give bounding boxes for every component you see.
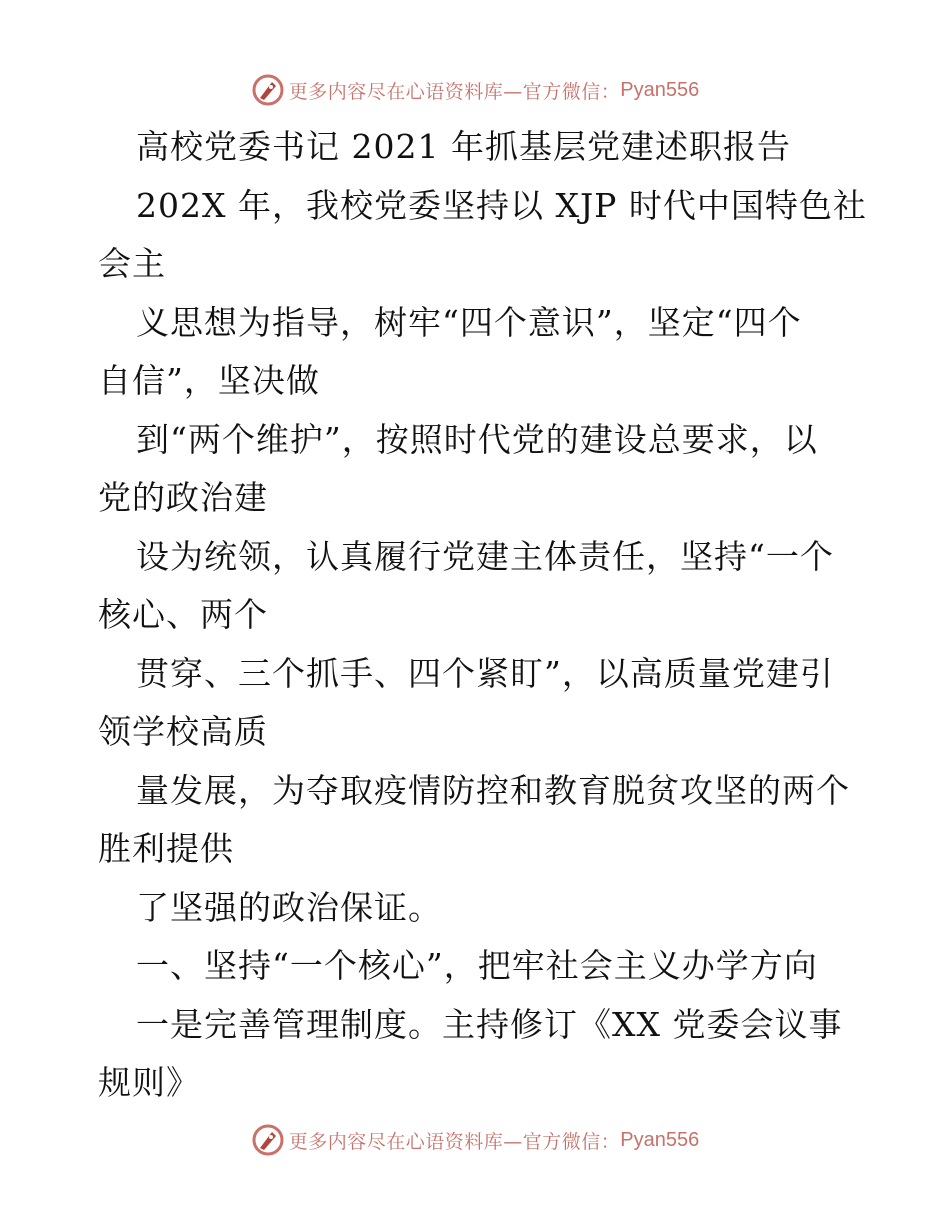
header-banner bbox=[0, 70, 950, 110]
text-line: 到“两个维护”，按照时代党的建设总要求，以 bbox=[136, 419, 818, 459]
text-line: 党的政治建 bbox=[98, 478, 268, 517]
banner-account: Pyan556 bbox=[620, 78, 700, 101]
banner-slogan: 更多内容尽在心语资料库—官方微信： bbox=[288, 1130, 621, 1153]
text-line: 胜利提供 bbox=[98, 829, 234, 868]
text-line: 义思想为指导，树牢“四个意识”，坚定“四个 bbox=[136, 302, 802, 342]
footer-banner bbox=[0, 1120, 950, 1160]
text-line: 规则》 bbox=[98, 1063, 200, 1102]
document-body bbox=[98, 118, 867, 1113]
text-line: 量发展，为夺取疫情防控和教育脱贫攻坚的两个 bbox=[136, 770, 850, 810]
section-heading: 一、坚持“一个核心”，把牢社会主义办学方向 bbox=[136, 946, 818, 985]
text-line: 设为统领，认真履行党建主体责任，坚持“一个 bbox=[136, 536, 834, 576]
text-line: 自信”，坚决做 bbox=[98, 361, 320, 400]
banner-account: Pyan556 bbox=[620, 1128, 700, 1151]
document-title: 高校党委书记 2021 年抓基层党建述职报告 bbox=[136, 127, 791, 166]
text-line: 202X 年，我校党委坚持以 XJP 时代中国特色社 bbox=[136, 185, 867, 225]
text-line: 了坚强的政治保证。 bbox=[136, 887, 442, 927]
pen-nib-logo-icon bbox=[251, 1123, 285, 1157]
banner-slogan: 更多内容尽在心语资料库—官方微信： bbox=[288, 80, 621, 103]
pen-nib-logo-icon bbox=[251, 73, 285, 107]
text-line: 核心、两个 bbox=[98, 595, 268, 634]
text-line: 贯穿、三个抓手、四个紧盯”，以高质量党建引 bbox=[136, 653, 834, 693]
text-line: 会主 bbox=[98, 244, 166, 283]
text-line: 领学校高质 bbox=[98, 712, 268, 751]
text-line: 一是完善管理制度。主持修订《XX 党委会议事 bbox=[136, 1004, 843, 1044]
